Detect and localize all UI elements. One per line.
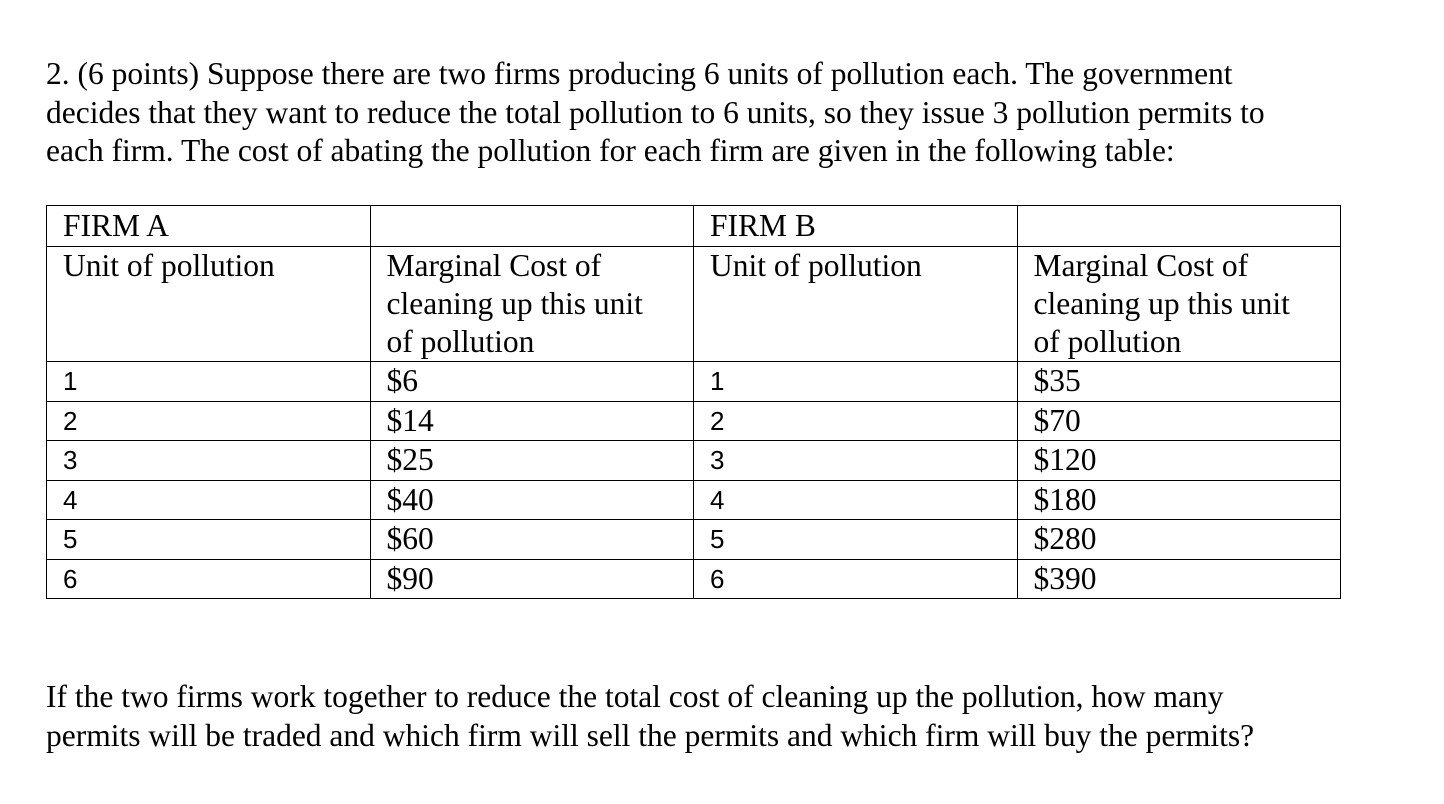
header-cost-a [370, 247, 694, 362]
cost-b-cell: $70 [1017, 401, 1341, 441]
cost-a-cell: $60 [370, 520, 694, 560]
unit-b-cell: 2 [694, 401, 1018, 441]
unit-a-cell: 5 [47, 520, 371, 560]
cost-a-cell: $25 [370, 441, 694, 481]
unit-b-cell: 4 [694, 480, 1018, 520]
header-cost-b-line: cleaning up this unit [1033, 286, 1290, 321]
table-row [47, 559, 1341, 599]
unit-a-cell: 3 [47, 441, 371, 481]
header-unit-b: Unit of pollution [694, 247, 1018, 362]
cost-a-cell: $14 [370, 401, 694, 441]
followup-line: permits will be traded and which firm will sell the permits and which firm will buy the permits? [46, 717, 1255, 753]
table-row [47, 520, 1341, 560]
unit-b-cell: 3 [694, 441, 1018, 481]
cost-a-cell: $90 [370, 559, 694, 599]
followup-line: If the two firms work together to reduce the total cost of cleaning up the pollution, how many [46, 679, 1224, 714]
question-line: 2. (6 points) Suppose there are two firms producing 6 units of pollution each. The government [46, 56, 1233, 91]
firm-b-label: FIRM B [694, 206, 1018, 247]
table-header-row [47, 247, 1341, 362]
unit-a-cell: 6 [47, 559, 371, 599]
abatement-cost-table [46, 205, 1341, 599]
unit-b-cell: 6 [694, 559, 1018, 599]
table-row [47, 401, 1341, 441]
cost-a-cell: $40 [370, 480, 694, 520]
question-line: each firm. The cost of abating the pollution for each firm are given in the following table: [46, 133, 1175, 168]
unit-a-cell: 1 [47, 362, 371, 402]
empty-cell [370, 206, 694, 247]
firm-a-label: FIRM A [47, 206, 371, 247]
table-firm-row [47, 206, 1341, 247]
unit-b-cell: 1 [694, 362, 1018, 402]
header-cost-b [1017, 247, 1341, 362]
cost-b-cell: $35 [1017, 362, 1341, 402]
header-cost-a-line: Marginal Cost of [386, 248, 602, 283]
cost-b-cell: $390 [1017, 559, 1341, 599]
unit-b-cell: 5 [694, 520, 1018, 560]
unit-a-cell: 4 [47, 480, 371, 520]
header-cost-b-line: of pollution [1033, 324, 1182, 359]
header-cost-a-line: cleaning up this unit [386, 286, 643, 321]
followup-question [46, 678, 1386, 755]
unit-a-cell: 2 [47, 401, 371, 441]
header-cost-a-line: of pollution [386, 324, 535, 359]
table-row [47, 441, 1341, 481]
question-text [46, 55, 1386, 171]
cost-b-cell: $180 [1017, 480, 1341, 520]
cost-b-cell: $120 [1017, 441, 1341, 481]
cost-b-cell: $280 [1017, 520, 1341, 560]
table-row [47, 480, 1341, 520]
cost-a-cell: $6 [370, 362, 694, 402]
header-unit-a: Unit of pollution [47, 247, 371, 362]
question-line: decides that they want to reduce the total pollution to 6 units, so they issue 3 pollution permits to [46, 94, 1265, 130]
empty-cell [1017, 206, 1341, 247]
table-row [47, 362, 1341, 402]
header-cost-b-line: Marginal Cost of [1033, 248, 1249, 283]
